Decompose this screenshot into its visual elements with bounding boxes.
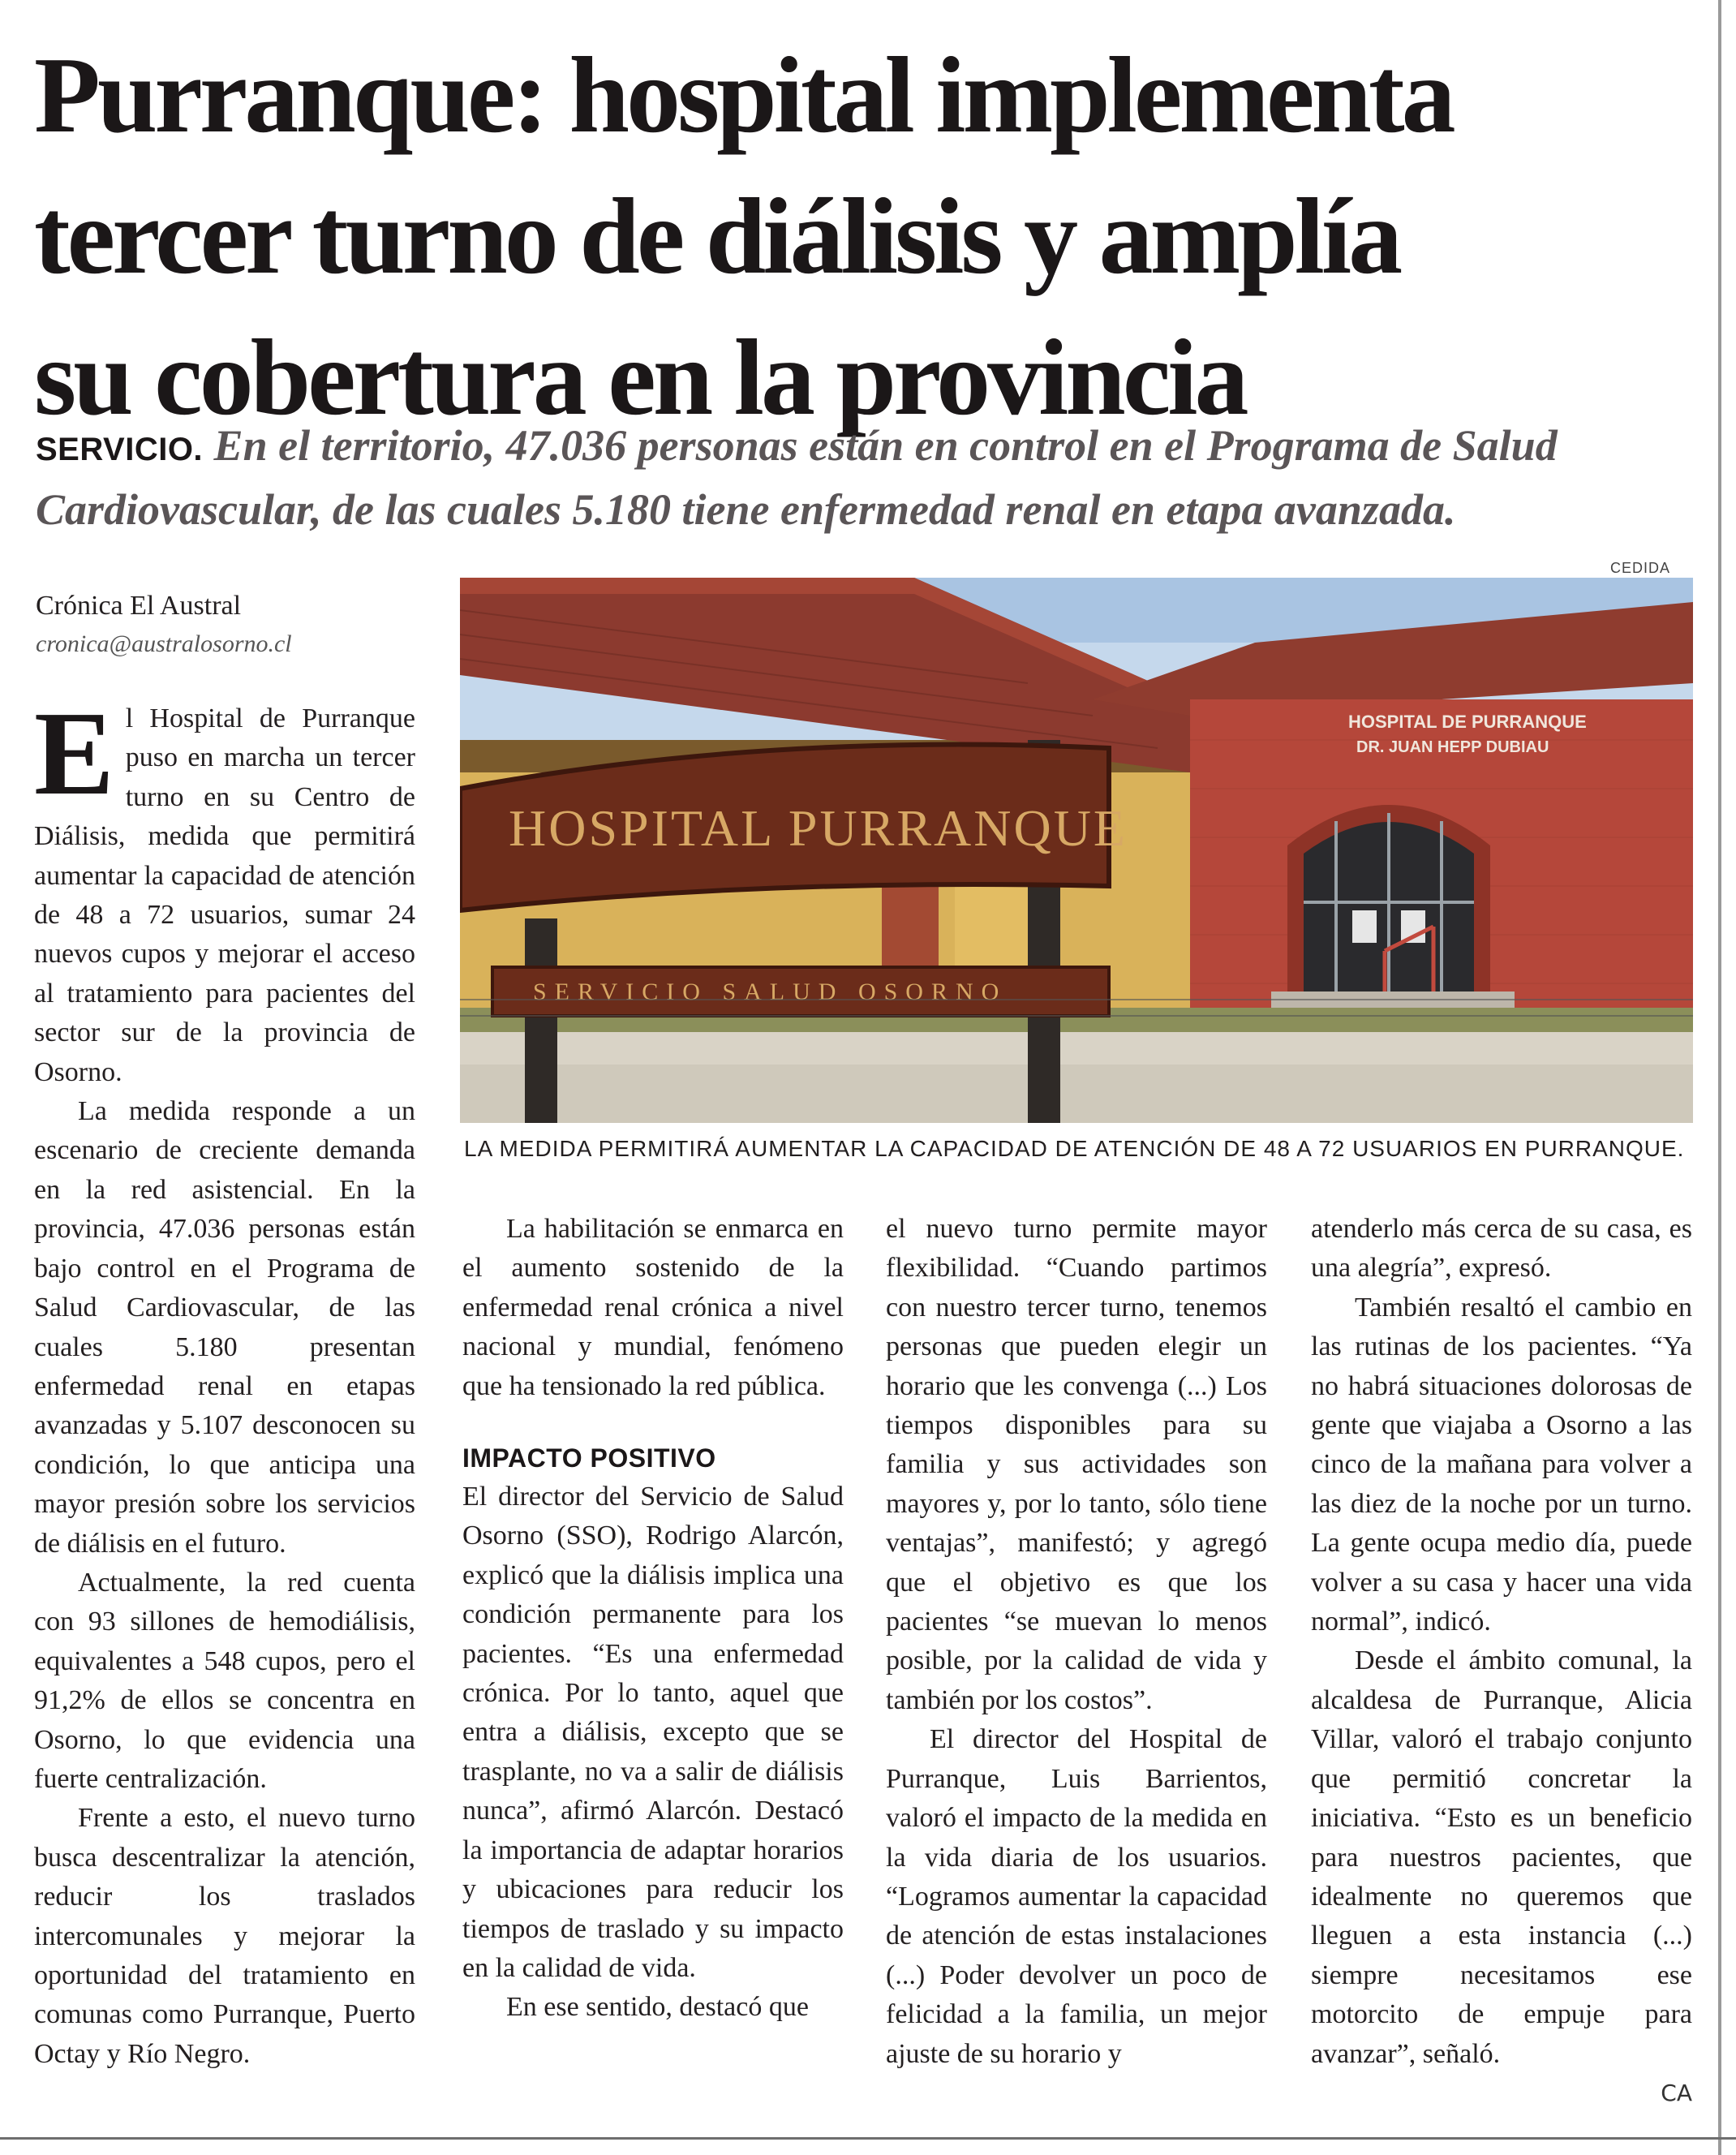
- byline-email: cronica@australosorno.cl: [36, 630, 292, 657]
- dropcap: E: [34, 687, 114, 820]
- hospital-photo: [460, 578, 1693, 1123]
- deck-kicker: SERVICIO.: [36, 432, 204, 467]
- deck: [36, 415, 1707, 540]
- article-column-3: [886, 1210, 1267, 2074]
- byline-author: Crónica El Austral: [36, 591, 242, 621]
- page-bottom-rule: [0, 2137, 1736, 2140]
- article-paragraph: Desde el ámbito comunal, la alcaldesa de Purranque, Alicia Villar, valoró el trabajo conjunto que permitió concretar la iniciativa. “Esto es un beneficio para nuestros pacientes, que idealmente no queremos que lleguen a esta instancia (...) siempre necesitamos ese motorcito de empuje para avanzar”, señaló.: [1311, 1645, 1692, 2069]
- article-paragraph: atenderlo más cerca de su casa, es una alegría”, expresó.: [1311, 1214, 1692, 1284]
- byline: [36, 586, 417, 662]
- article-paragraph: También resaltó el cambio en las rutinas de los pacientes. “Ya no habrá situaciones dolorosas de gente que viajaba a Osorno a las cinco de la mañana para volver a las diez de la noche por un turno. La gente ocupa medio día, puede volver a su casa y hacer una vida normal”, indicó.: [1311, 1292, 1692, 1637]
- article-paragraph: El director del Hospital de Purranque, Luis Barrientos, valoró el impacto de la medida en la vida diaria de los usuarios. “Logramos aumentar la capacidad de atención de estas instalaciones (...) Poder devolver un poco de felicidad a la familia, un mejor ajuste de su horario y: [886, 1724, 1267, 2069]
- headline-line-2: tercer turno de diálisis y amplía: [34, 176, 1400, 296]
- subhead-impacto-positivo: IMPACTO POSITIVO: [462, 1443, 716, 1473]
- building-sign-line-2: DR. JUAN HEPP DUBIAU: [1356, 738, 1549, 756]
- article-paragraph: La habilitación se enmarca en el aumento sostenido de la enfermedad renal crónica a nivel nacional y mundial, fenómeno que ha tensionado la red pública.: [462, 1214, 844, 1401]
- sign-sub-text: SERVICIO SALUD OSORNO: [533, 979, 1008, 1005]
- headline-line-1: Purranque: hospital implementa: [34, 35, 1453, 155]
- building-sign-line-1: HOSPITAL DE PURRANQUE: [1348, 712, 1587, 732]
- sign-main-text: HOSPITAL PURRANQUE: [509, 799, 1128, 857]
- article-paragraph: El director del Servicio de Salud Osorno (SSO), Rodrigo Alarcón, explicó que la diálisis implica una condición permanente para los pacientes. “Es una enfermedad crónica. Por lo tanto, aquel que entra a diálisis, excepto que se trasplante, no va a salir de diálisis nunca”, afirmó Alarcón. Destacó la importancia de adaptar horarios y ubicaciones para reducir los tiempos de traslado y su impacto en la calidad de vida.: [462, 1482, 844, 1983]
- hospital-photo-illustration: [460, 578, 1693, 1123]
- photo-caption: LA MEDIDA PERMITIRÁ AUMENTAR LA CAPACIDAD DE ATENCIÓN DE 48 A 72 USUARIOS EN PURRANQUE.: [464, 1136, 1685, 1161]
- article-paragraph: el nuevo turno permite mayor flexibilidad. “Cuando partimos con nuestro tercer turno, tenemos personas que pueden elegir un horario que les convenga (...) Los tiempos disponibles para su familia y sus actividades son mayores y, por lo tanto, sólo tiene ventajas”, manifestó; y agregó que el objetivo es que los pacientes “se muevan lo menos posible, por la calidad de vida y también por los costos”.: [886, 1214, 1267, 1715]
- article-paragraph: El Hospital de Purranque puso en marcha un tercer turno en su Centro de Diálisis, medida que permitirá aumentar la capacidad de atención de 48 a 72 usuarios, sumar 24 nuevos cupos y mejorar el acceso al tratamiento para pacientes del sector sur de la provincia de Osorno.: [34, 687, 415, 1087]
- article-column-1: [34, 687, 415, 2074]
- article-column-4: [1311, 1210, 1692, 2113]
- sign-post-left: [525, 918, 557, 1123]
- article-paragraph: En ese sentido, destacó que: [506, 1992, 809, 2023]
- article-column-2: [462, 1210, 844, 2028]
- end-mark-icon: CA: [1661, 2079, 1692, 2106]
- article-paragraph: Frente a esto, el nuevo turno busca descentralizar la atención, reducir los traslados intercomunales y mejorar la oportunidad del tratamiento en comunas como Purranque, Puerto Octay y Río Negro.: [34, 1803, 415, 2069]
- headline-line-3: su cobertura en la provincia: [34, 317, 1246, 437]
- photo-credit: CEDIDA: [1610, 560, 1671, 576]
- article-paragraph: Actualmente, la red cuenta con 93 sillones de hemodiálisis, equivalentes a 548 cupos, pero el 91,2% de ellos se concentra en Osorno, lo que evidencia una fuerte centralización.: [34, 1567, 415, 1794]
- headline: [34, 24, 1705, 448]
- page-edge-rule: [1718, 0, 1721, 2155]
- deck-text: En el territorio, 47.036 personas están en control en el Programa de Salud Cardiovascular, de las cuales 5.180 tiene enfermedad renal en etapa avanzada.: [36, 421, 1558, 534]
- article-paragraph: La medida responde a un escenario de creciente demanda en la red asistencial. En la provincia, 47.036 personas están bajo control en el Programa de Salud Cardiovascular, de las cuales 5.180 presentan enfermedad renal en etapas avanzadas y 5.107 desconocen su condición, lo que anticipa una mayor presión sobre los servicios de diálisis en el futuro.: [34, 1096, 415, 1559]
